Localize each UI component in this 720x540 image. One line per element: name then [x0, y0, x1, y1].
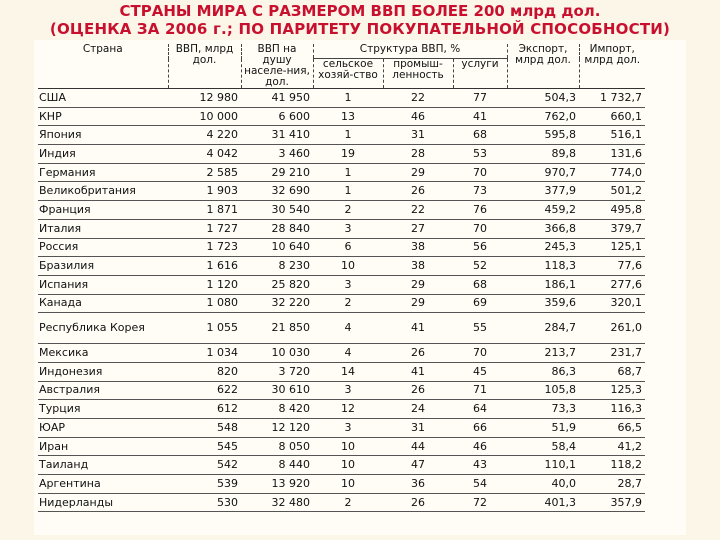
cell-imp: 357,9 — [579, 493, 645, 512]
cell-gdp: 1 616 — [168, 257, 241, 276]
cell-ind: 26 — [383, 344, 453, 363]
cell-per-capita: 6 600 — [241, 107, 313, 126]
cell-country: Франция — [38, 201, 168, 220]
cell-exp: 377,9 — [507, 182, 579, 201]
cell-exp: 89,8 — [507, 145, 579, 164]
cell-ind: 27 — [383, 219, 453, 238]
table-row — [38, 275, 645, 294]
table-row — [38, 126, 645, 145]
table-body — [38, 89, 645, 512]
table-row — [38, 381, 645, 400]
cell-gdp: 1 055 — [168, 313, 241, 344]
cell-gdp: 1 120 — [168, 275, 241, 294]
cell-serv: 45 — [453, 362, 507, 381]
cell-ind: 29 — [383, 294, 453, 313]
cell-exp: 762,0 — [507, 107, 579, 126]
cell-imp: 118,2 — [579, 456, 645, 475]
cell-exp: 186,1 — [507, 275, 579, 294]
cell-per-capita: 31 410 — [241, 126, 313, 145]
cell-gdp: 12 980 — [168, 89, 241, 108]
cell-imp: 495,8 — [579, 201, 645, 220]
cell-ind: 47 — [383, 456, 453, 475]
cell-exp: 105,8 — [507, 381, 579, 400]
cell-exp: 366,8 — [507, 219, 579, 238]
cell-ind: 38 — [383, 257, 453, 276]
cell-exp: 110,1 — [507, 456, 579, 475]
cell-imp: 41,2 — [579, 437, 645, 456]
cell-agr: 4 — [313, 344, 383, 363]
cell-serv: 70 — [453, 163, 507, 182]
table-row — [38, 400, 645, 419]
cell-per-capita: 8 440 — [241, 456, 313, 475]
cell-country: Нидерланды — [38, 493, 168, 512]
cell-country: Канада — [38, 294, 168, 313]
cell-agr: 10 — [313, 456, 383, 475]
cell-agr: 6 — [313, 238, 383, 257]
cell-country: Испания — [38, 275, 168, 294]
cell-gdp: 1 871 — [168, 201, 241, 220]
cell-serv: 69 — [453, 294, 507, 313]
cell-gdp: 2 585 — [168, 163, 241, 182]
cell-imp: 261,0 — [579, 313, 645, 344]
cell-country: Великобритания — [38, 182, 168, 201]
cell-serv: 70 — [453, 219, 507, 238]
cell-agr: 1 — [313, 126, 383, 145]
header-import: Импорт, млрд дол. — [579, 44, 645, 89]
cell-agr: 2 — [313, 201, 383, 220]
cell-serv: 43 — [453, 456, 507, 475]
header-industry: промыш-ленность — [383, 59, 453, 89]
cell-imp: 116,3 — [579, 400, 645, 419]
cell-gdp: 530 — [168, 493, 241, 512]
table-row — [38, 493, 645, 512]
cell-serv: 72 — [453, 493, 507, 512]
table-row — [38, 201, 645, 220]
cell-exp: 595,8 — [507, 126, 579, 145]
cell-imp: 125,3 — [579, 381, 645, 400]
cell-imp: 68,7 — [579, 362, 645, 381]
table-row — [38, 437, 645, 456]
cell-serv: 56 — [453, 238, 507, 257]
table-row — [38, 419, 645, 438]
cell-agr: 1 — [313, 182, 383, 201]
cell-serv: 71 — [453, 381, 507, 400]
cell-country: Италия — [38, 219, 168, 238]
cell-exp: 284,7 — [507, 313, 579, 344]
cell-ind: 22 — [383, 89, 453, 108]
cell-country: Мексика — [38, 344, 168, 363]
cell-country: КНР — [38, 107, 168, 126]
cell-ind: 28 — [383, 145, 453, 164]
cell-per-capita: 32 220 — [241, 294, 313, 313]
cell-gdp: 820 — [168, 362, 241, 381]
table-header — [38, 44, 645, 89]
cell-imp: 1 732,7 — [579, 89, 645, 108]
cell-gdp: 1 727 — [168, 219, 241, 238]
header-gdp: ВВП, млрд дол. — [168, 44, 241, 89]
table-row — [38, 475, 645, 494]
cell-serv: 52 — [453, 257, 507, 276]
cell-exp: 118,3 — [507, 257, 579, 276]
table-row — [38, 145, 645, 164]
cell-per-capita: 32 690 — [241, 182, 313, 201]
cell-per-capita: 21 850 — [241, 313, 313, 344]
cell-gdp: 542 — [168, 456, 241, 475]
gdp-table — [38, 44, 645, 512]
table-row — [38, 344, 645, 363]
cell-per-capita: 12 120 — [241, 419, 313, 438]
cell-imp: 131,6 — [579, 145, 645, 164]
cell-country: Турция — [38, 400, 168, 419]
cell-agr: 3 — [313, 219, 383, 238]
cell-agr: 3 — [313, 381, 383, 400]
cell-serv: 76 — [453, 201, 507, 220]
cell-exp: 86,3 — [507, 362, 579, 381]
cell-agr: 12 — [313, 400, 383, 419]
cell-serv: 70 — [453, 344, 507, 363]
cell-agr: 14 — [313, 362, 383, 381]
table-row — [38, 89, 645, 108]
header-structure: Структура ВВП, % — [313, 44, 507, 59]
cell-per-capita: 25 820 — [241, 275, 313, 294]
header-services: услуги — [453, 59, 507, 89]
header-export: Экспорт, млрд дол. — [507, 44, 579, 89]
cell-agr: 10 — [313, 475, 383, 494]
cell-gdp: 612 — [168, 400, 241, 419]
cell-imp: 125,1 — [579, 238, 645, 257]
cell-exp: 40,0 — [507, 475, 579, 494]
cell-agr: 10 — [313, 257, 383, 276]
cell-agr: 4 — [313, 313, 383, 344]
cell-exp: 58,4 — [507, 437, 579, 456]
cell-exp: 459,2 — [507, 201, 579, 220]
header-agriculture: сельское хозяй-ство — [313, 59, 383, 89]
cell-gdp: 1 080 — [168, 294, 241, 313]
cell-country: ЮАР — [38, 419, 168, 438]
cell-serv: 77 — [453, 89, 507, 108]
cell-per-capita: 3 720 — [241, 362, 313, 381]
cell-serv: 68 — [453, 275, 507, 294]
cell-imp: 774,0 — [579, 163, 645, 182]
cell-serv: 68 — [453, 126, 507, 145]
cell-imp: 28,7 — [579, 475, 645, 494]
cell-country: Индонезия — [38, 362, 168, 381]
cell-country: Германия — [38, 163, 168, 182]
cell-per-capita: 29 210 — [241, 163, 313, 182]
cell-serv: 53 — [453, 145, 507, 164]
header-country: Страна — [82, 43, 123, 55]
cell-imp: 660,1 — [579, 107, 645, 126]
cell-agr: 1 — [313, 163, 383, 182]
table-row — [38, 362, 645, 381]
cell-country: Япония — [38, 126, 168, 145]
cell-gdp: 4 220 — [168, 126, 241, 145]
cell-country: Республика Корея — [38, 313, 168, 344]
cell-exp: 970,7 — [507, 163, 579, 182]
header-gdp-per-capita: ВВП на душу населе-ния, дол. — [241, 44, 313, 89]
cell-per-capita: 28 840 — [241, 219, 313, 238]
table-row — [38, 294, 645, 313]
cell-ind: 44 — [383, 437, 453, 456]
cell-exp: 401,3 — [507, 493, 579, 512]
cell-gdp: 548 — [168, 419, 241, 438]
cell-per-capita: 8 050 — [241, 437, 313, 456]
cell-per-capita: 32 480 — [241, 493, 313, 512]
cell-serv: 46 — [453, 437, 507, 456]
cell-country: Индия — [38, 145, 168, 164]
cell-per-capita: 8 230 — [241, 257, 313, 276]
cell-gdp: 1 034 — [168, 344, 241, 363]
cell-imp: 277,6 — [579, 275, 645, 294]
cell-serv: 64 — [453, 400, 507, 419]
cell-ind: 26 — [383, 182, 453, 201]
cell-agr: 10 — [313, 437, 383, 456]
cell-ind: 31 — [383, 126, 453, 145]
cell-per-capita: 30 540 — [241, 201, 313, 220]
cell-per-capita: 8 420 — [241, 400, 313, 419]
cell-gdp: 1 723 — [168, 238, 241, 257]
cell-country: Россия — [38, 238, 168, 257]
cell-imp: 320,1 — [579, 294, 645, 313]
cell-serv: 54 — [453, 475, 507, 494]
page-title — [0, 2, 720, 38]
cell-per-capita: 41 950 — [241, 89, 313, 108]
table-row — [38, 257, 645, 276]
cell-exp: 51,9 — [507, 419, 579, 438]
cell-gdp: 545 — [168, 437, 241, 456]
title-line-2: (ОЦЕНКА ЗА 2006 г.; ПО ПАРИТЕТУ ПОКУПАТЕЛЬНОЙ СПОСОБНОСТИ) — [49, 20, 671, 38]
cell-serv: 41 — [453, 107, 507, 126]
cell-agr: 2 — [313, 493, 383, 512]
cell-gdp: 10 000 — [168, 107, 241, 126]
cell-imp: 77,6 — [579, 257, 645, 276]
cell-exp: 504,3 — [507, 89, 579, 108]
cell-per-capita: 13 920 — [241, 475, 313, 494]
cell-agr: 2 — [313, 294, 383, 313]
cell-serv: 66 — [453, 419, 507, 438]
table-row — [38, 219, 645, 238]
cell-country: Аргентина — [38, 475, 168, 494]
cell-ind: 38 — [383, 238, 453, 257]
cell-ind: 31 — [383, 419, 453, 438]
table-row — [38, 182, 645, 201]
cell-exp: 245,3 — [507, 238, 579, 257]
cell-ind: 41 — [383, 313, 453, 344]
table-row — [38, 107, 645, 126]
cell-imp: 66,5 — [579, 419, 645, 438]
cell-agr: 13 — [313, 107, 383, 126]
cell-ind: 29 — [383, 275, 453, 294]
cell-per-capita: 10 640 — [241, 238, 313, 257]
cell-ind: 26 — [383, 493, 453, 512]
cell-imp: 516,1 — [579, 126, 645, 145]
cell-agr: 1 — [313, 89, 383, 108]
cell-exp: 213,7 — [507, 344, 579, 363]
cell-country: Австралия — [38, 381, 168, 400]
cell-agr: 19 — [313, 145, 383, 164]
table-row — [38, 163, 645, 182]
cell-country: Иран — [38, 437, 168, 456]
cell-agr: 3 — [313, 419, 383, 438]
cell-exp: 359,6 — [507, 294, 579, 313]
cell-per-capita: 10 030 — [241, 344, 313, 363]
cell-agr: 3 — [313, 275, 383, 294]
cell-gdp: 4 042 — [168, 145, 241, 164]
cell-ind: 29 — [383, 163, 453, 182]
cell-ind: 26 — [383, 381, 453, 400]
table-row — [38, 238, 645, 257]
cell-serv: 55 — [453, 313, 507, 344]
table-row — [38, 456, 645, 475]
table-row — [38, 313, 645, 344]
cell-ind: 41 — [383, 362, 453, 381]
title-line-1: СТРАНЫ МИРА С РАЗМЕРОМ ВВП БОЛЕЕ 200 млрд дол. — [119, 2, 601, 20]
cell-per-capita: 30 610 — [241, 381, 313, 400]
cell-imp: 501,2 — [579, 182, 645, 201]
cell-ind: 22 — [383, 201, 453, 220]
cell-serv: 73 — [453, 182, 507, 201]
cell-gdp: 539 — [168, 475, 241, 494]
cell-country: Таиланд — [38, 456, 168, 475]
cell-per-capita: 3 460 — [241, 145, 313, 164]
cell-country: США — [38, 89, 168, 108]
cell-gdp: 1 903 — [168, 182, 241, 201]
cell-gdp: 622 — [168, 381, 241, 400]
cell-ind: 46 — [383, 107, 453, 126]
cell-imp: 231,7 — [579, 344, 645, 363]
cell-country: Бразилия — [38, 257, 168, 276]
cell-exp: 73,3 — [507, 400, 579, 419]
cell-imp: 379,7 — [579, 219, 645, 238]
cell-ind: 24 — [383, 400, 453, 419]
cell-ind: 36 — [383, 475, 453, 494]
